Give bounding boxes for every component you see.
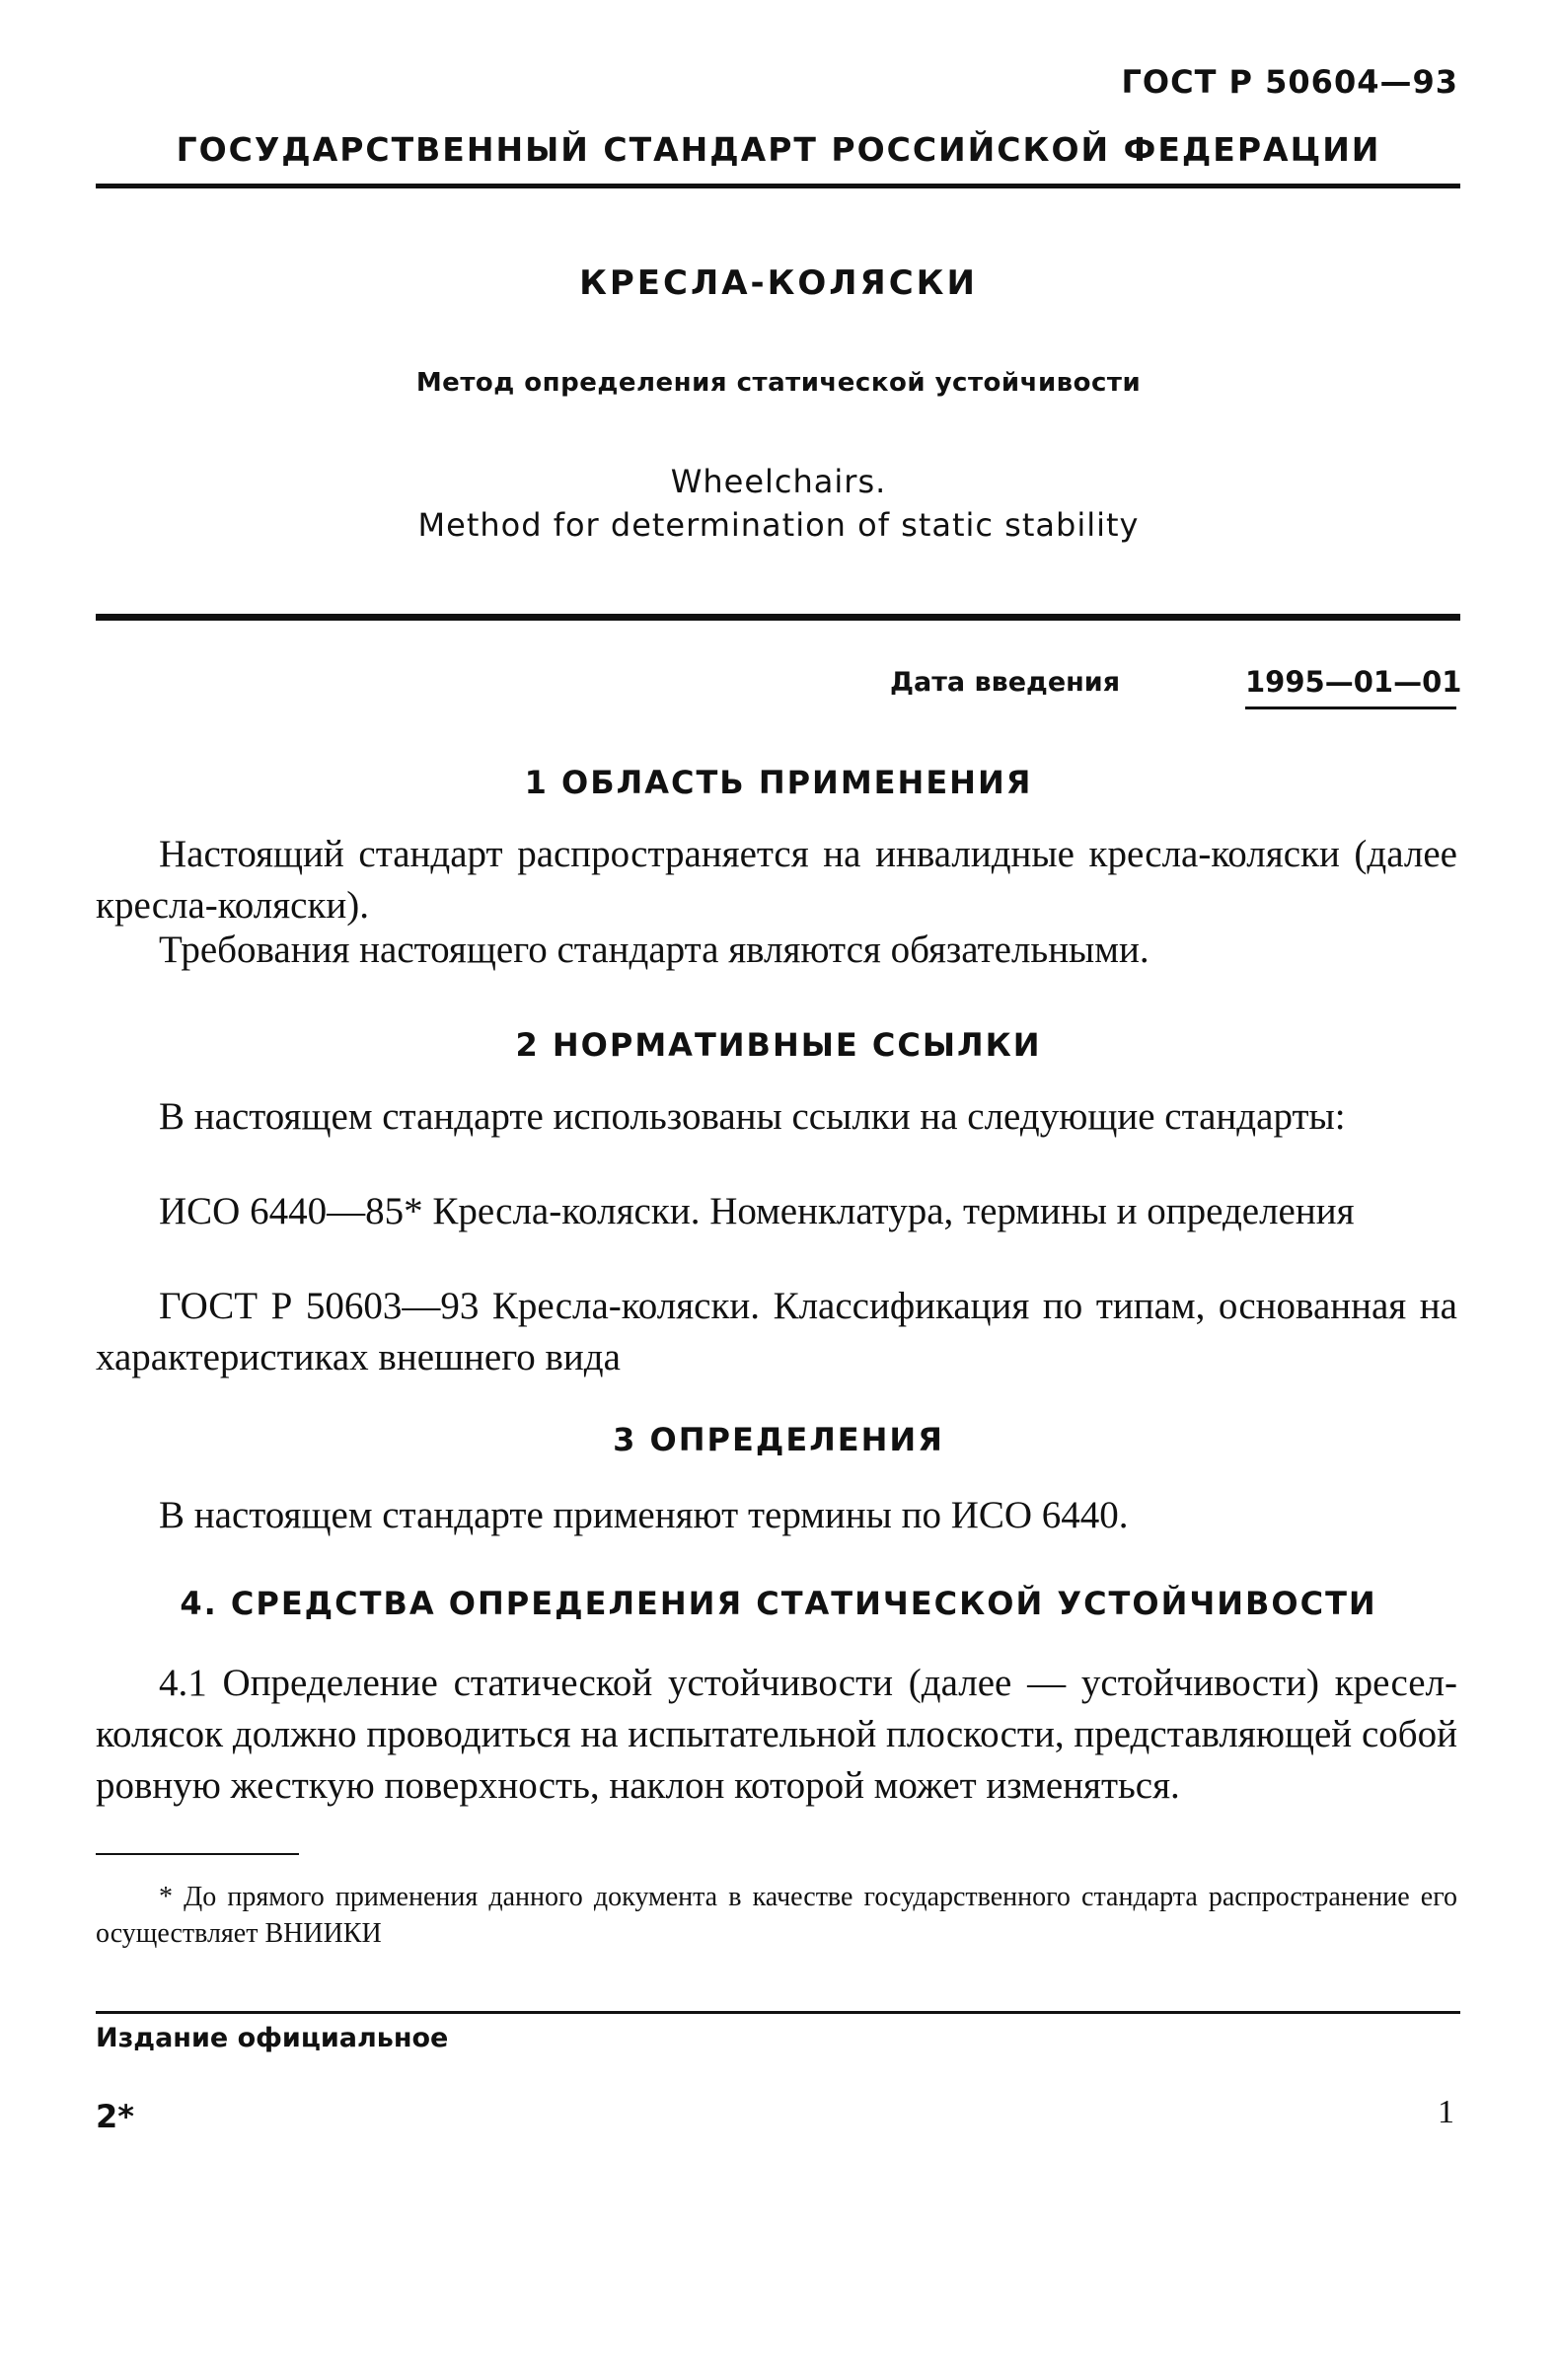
sheet-mark: 2* xyxy=(96,2098,134,2135)
section-1-heading: 1 ОБЛАСТЬ ПРИМЕНЕНИЯ xyxy=(524,764,1033,801)
header-rule xyxy=(96,184,1460,188)
english-title-line-2: Method for determination of static stability xyxy=(417,506,1140,544)
intro-date-underline xyxy=(1245,707,1456,709)
document-title: КРЕСЛА-КОЛЯСКИ xyxy=(579,263,978,303)
issuing-agency: ГОСУДАРСТВЕННЫЙ СТАНДАРТ РОССИЙСКОЙ ФЕДЕРАЦИИ xyxy=(176,130,1381,169)
title-rule xyxy=(96,614,1460,621)
document-number: ГОСТ Р 50604—93 xyxy=(1121,63,1458,101)
intro-date-label: Дата введения xyxy=(890,667,1121,698)
page-number: 1 xyxy=(1438,2094,1454,2130)
section-3-heading: 3 ОПРЕДЕЛЕНИЯ xyxy=(613,1421,944,1458)
section-4-paragraph-1: 4.1 Определение статической устойчивости (далее — устойчивости) кресел-колясок должно проводиться на испытательной плоскости, представляющей собой ровную жесткую поверхность, наклон которой может изменяться. xyxy=(96,1662,1457,1807)
section-2-heading: 2 НОРМАТИВНЫЕ ССЫЛКИ xyxy=(515,1026,1042,1064)
edition-label: Издание официальное xyxy=(96,2023,449,2053)
section-4-heading: 4. СРЕДСТВА ОПРЕДЕЛЕНИЯ СТАТИЧЕСКОЙ УСТОЙЧИВОСТИ xyxy=(180,1585,1377,1622)
section-1-paragraph-1: Настоящий стандарт распространяется на инвалидные кресла-коляски (далее кресла-коляски). xyxy=(96,833,1457,927)
footnote-rule xyxy=(96,1853,299,1855)
section-2-reference-2: ГОСТ Р 50603—93 Кресла-коляски. Классификация по типам, основанная на характеристиках внешнего вида xyxy=(96,1285,1457,1378)
intro-date-value: 1995—01—01 xyxy=(1245,665,1462,699)
english-title xyxy=(0,460,1557,547)
english-title-line-1: Wheelchairs. xyxy=(670,463,887,500)
section-3-paragraph-1: В настоящем стандарте применяют термины по ИСО 6440. xyxy=(159,1494,1129,1536)
section-1-paragraph-2: Требования настоящего стандарта являются обязательными. xyxy=(159,929,1149,971)
document-subtitle: Метод определения статической устойчивости xyxy=(415,368,1142,398)
section-2-reference-1: ИСО 6440—85* Кресла-коляски. Номенклатура, термины и определения xyxy=(159,1190,1355,1232)
footer-rule xyxy=(96,2011,1460,2014)
section-2-paragraph-1: В настоящем стандарте использованы ссылки на следующие стандарты: xyxy=(159,1095,1346,1138)
footnote: * До прямого применения данного документа в качестве государственного стандарта распространение его осуществляет ВНИИКИ xyxy=(96,1882,1457,1949)
